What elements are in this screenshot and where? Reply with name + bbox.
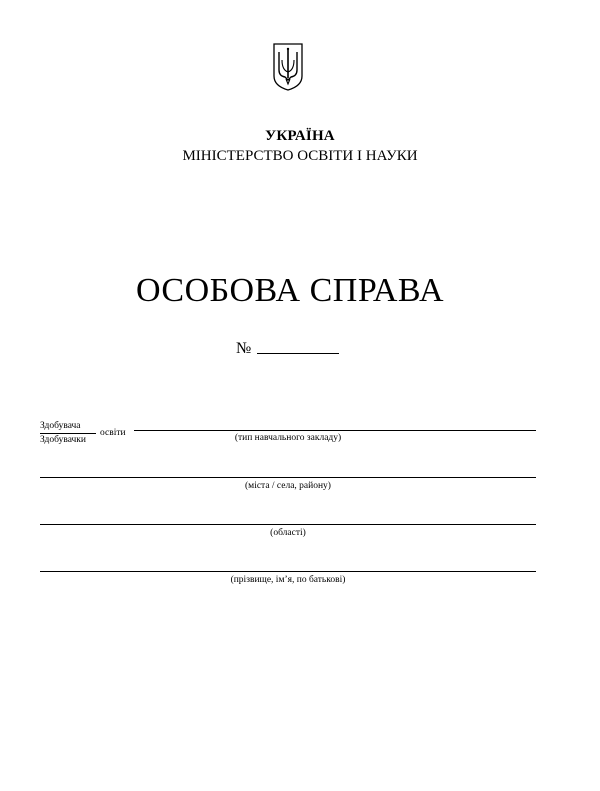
ministry-heading: МІНІСТЕРСТВО ОСВІТИ І НАУКИ [182, 148, 418, 164]
institution-type-caption: (тип навчального закладу) [234, 433, 342, 443]
number-sign: № [236, 340, 252, 357]
number-field [236, 340, 339, 358]
full-name-caption: (прізвище, ім’я, по батькові) [230, 575, 346, 585]
city-district-caption: (міста / села, району) [245, 481, 331, 491]
region-caption: (області) [270, 528, 306, 538]
trident-coat-of-arms-icon [272, 42, 304, 92]
country-heading: УКРАЇНА [265, 128, 335, 144]
recipient-option-masculine: Здобувача [40, 421, 81, 431]
institution-type-line[interactable] [134, 430, 536, 431]
number-blank-line[interactable] [257, 352, 339, 354]
document-title: ОСОБОВА СПРАВА [135, 272, 445, 309]
city-district-line[interactable] [40, 477, 536, 478]
recipient-option-feminine: Здобувачки [40, 435, 87, 445]
region-line[interactable] [40, 524, 536, 525]
recipient-suffix: освіти [100, 428, 126, 438]
full-name-line[interactable] [40, 571, 536, 572]
